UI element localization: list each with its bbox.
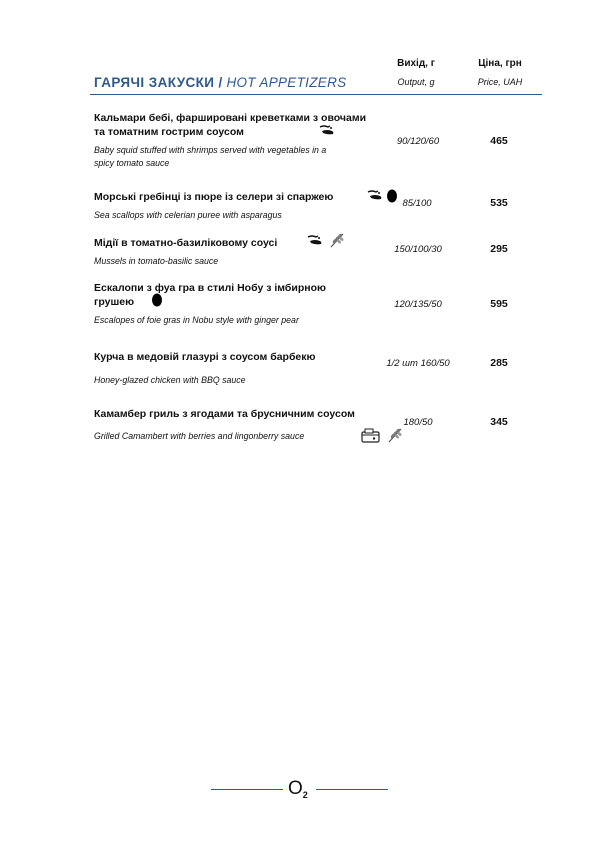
item-output: 180/50 <box>403 417 433 428</box>
item-output: 1/2 шт 160/50 <box>386 358 450 369</box>
menu-item <box>94 350 384 387</box>
item-description: Mussels in tomato-basilic sauce <box>94 256 219 266</box>
section-title-en: HOT APPETIZERS <box>226 75 347 90</box>
item-description: Grilled Camambert with berries and lingonberry sauce <box>94 431 305 441</box>
section-divider <box>90 94 542 95</box>
item-name: Мідії в томатно-базиліковому соусі <box>94 237 278 249</box>
item-description: Honey-glazed chicken with BBQ sauce <box>94 375 246 385</box>
output-column-subheader: Output, g <box>397 77 435 87</box>
item-output: 85/100 <box>402 198 432 209</box>
section-title-ua: ГАРЯЧІ ЗАКУСКИ / <box>94 75 223 90</box>
price-column-header: Ціна, грн <box>478 58 522 69</box>
section-title <box>94 75 346 90</box>
footer-line-left <box>211 789 283 790</box>
egg-icon <box>151 291 163 307</box>
menu-item <box>94 281 384 327</box>
item-output: 90/120/60 <box>396 136 440 147</box>
item-price: 285 <box>490 357 508 369</box>
item-output: 120/135/50 <box>394 299 442 310</box>
seafood-icon <box>318 124 336 136</box>
wheat-icon <box>328 231 346 249</box>
menu-item <box>94 190 384 222</box>
item-price: 295 <box>490 243 508 255</box>
item-description: Baby squid stuffed with shrimps served with vegetables in a spicy tomato sauce <box>94 145 327 168</box>
menu-item <box>94 407 384 443</box>
item-name: Кальмари бебі, фаршировані креветками з овочами та томатним гострим соусом <box>94 112 367 138</box>
item-price: 345 <box>490 416 508 428</box>
item-description: Escalopes of foie gras in Nobu style with ginger pear <box>94 315 299 325</box>
item-name: Курча в медовій глазурі з соусом барбекю <box>94 351 316 363</box>
item-name: Ескалопи з фуа гра в стилі Нобу з імбирною грушею <box>94 282 326 308</box>
menu-item <box>94 111 384 170</box>
dairy-icon <box>361 428 381 443</box>
item-name: Морські гребінці із пюре із селери зі спаржею <box>94 191 334 203</box>
item-price: 595 <box>490 298 508 310</box>
wheat-icon <box>386 426 404 444</box>
o2-logo: $O_2$ <box>288 778 308 800</box>
output-column-header: Вихід, г <box>397 58 435 69</box>
item-description: Sea scallops with celerian puree with asparagus <box>94 210 282 220</box>
footer-line-right <box>316 789 388 790</box>
seafood-icon <box>306 234 324 246</box>
item-price: 535 <box>490 197 508 209</box>
item-output: 150/100/30 <box>394 244 442 255</box>
item-name: Камамбер гриль з ягодами та брусничним соусом <box>94 408 355 420</box>
item-price: 465 <box>490 135 508 147</box>
price-column-subheader: Price, UAH <box>477 77 523 87</box>
